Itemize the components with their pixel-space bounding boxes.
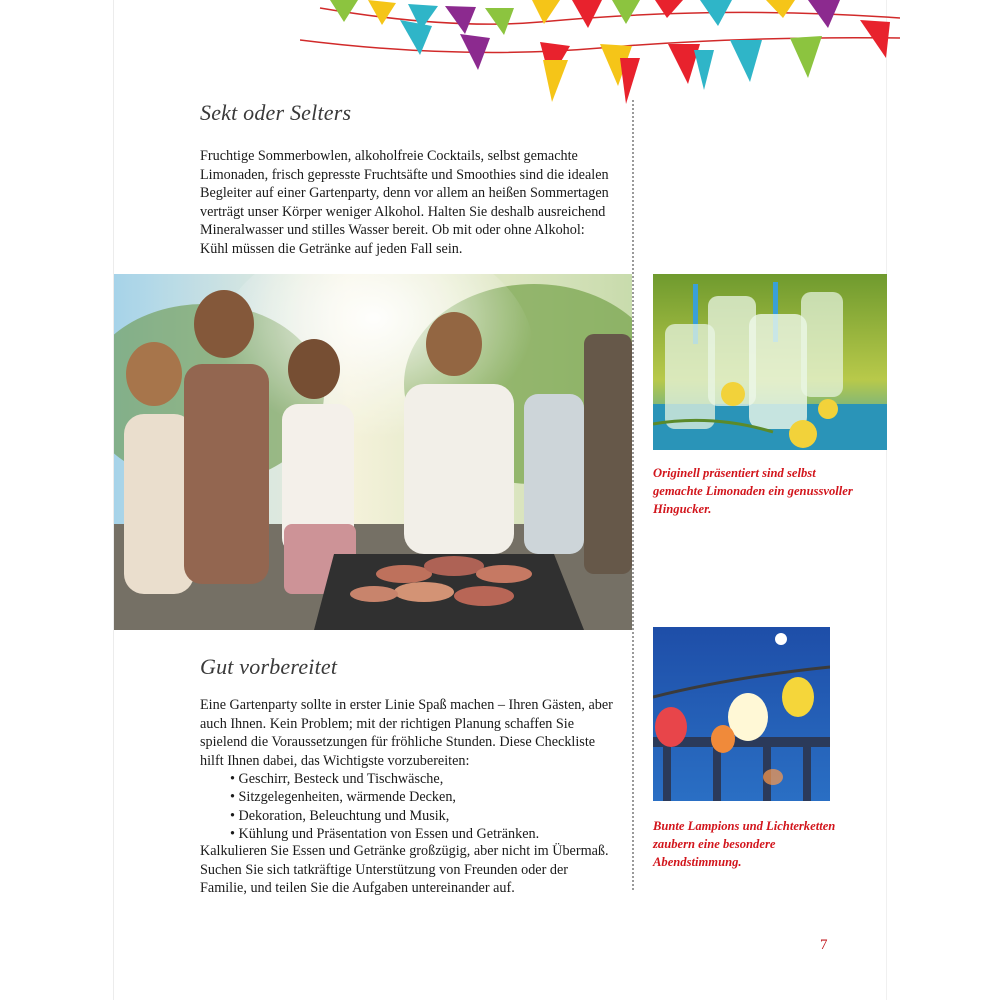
preparation-checklist — [230, 770, 539, 844]
bbq-party-photo — [114, 274, 632, 630]
checklist-item: • Kühlung und Präsentation von Essen und Getränken. — [230, 825, 539, 843]
lemonade-caption: Originell präsentiert sind selbst gemachte Limonaden ein genussvoller Hingucker. — [653, 466, 853, 516]
section-body-drinks: Fruchtige Sommerbowlen, alkoholfreie Cocktails, selbst gemachte Limonaden, frisch gepresste Fruchtsäfte und Smoothies sind die idealen Begleiter auf einer Gartenparty, denn vor allem an heißen Sommertagen verträgt unser Körper weniger Alkohol. Halten Sie deshalb ausreichend Mineralwasser und stilles Wasser bereit. Ob mit oder ohne Alkohol: Kühl müssen die Getränke auf jeden Fall sein. — [200, 148, 609, 257]
bunting-decoration — [300, 0, 900, 110]
page-edge-right — [886, 0, 887, 1000]
column-divider — [632, 100, 634, 890]
page-number: 7 — [820, 937, 828, 953]
lanterns-photo — [653, 627, 830, 801]
section-outro-preparation: Kalkulieren Sie Essen und Getränke großzügig, aber nicht im Übermaß. Suchen Sie sich tatkräftige Unterstützung von Freunden oder der Familie, und teilen Sie die Aufgaben untereinander auf. — [200, 843, 609, 897]
section-intro-preparation: Eine Gartenparty sollte in erster Linie Spaß machen – Ihren Gästen, aber auch Ihnen. Kein Problem; mit der richtigen Planung schaffen Sie spielend die Voraussetzungen für fröhliche Stunden. Diese Checkliste hilft Ihnen dabei, das Wichtigste vorzubereiten: — [200, 697, 613, 769]
section-title-drinks: Sekt oder Selters — [200, 100, 352, 125]
checklist-item: • Dekoration, Beleuchtung und Musik, — [230, 807, 539, 825]
lemonade-photo — [653, 274, 887, 450]
section-title-preparation: Gut vorbereitet — [200, 654, 338, 679]
checklist-item: • Sitzgelegenheiten, wärmende Decken, — [230, 788, 539, 806]
checklist-item: • Geschirr, Besteck und Tischwäsche, — [230, 770, 539, 788]
lanterns-caption: Bunte Lampions und Lichterketten zaubern eine besondere Abendstimmung. — [653, 819, 836, 869]
